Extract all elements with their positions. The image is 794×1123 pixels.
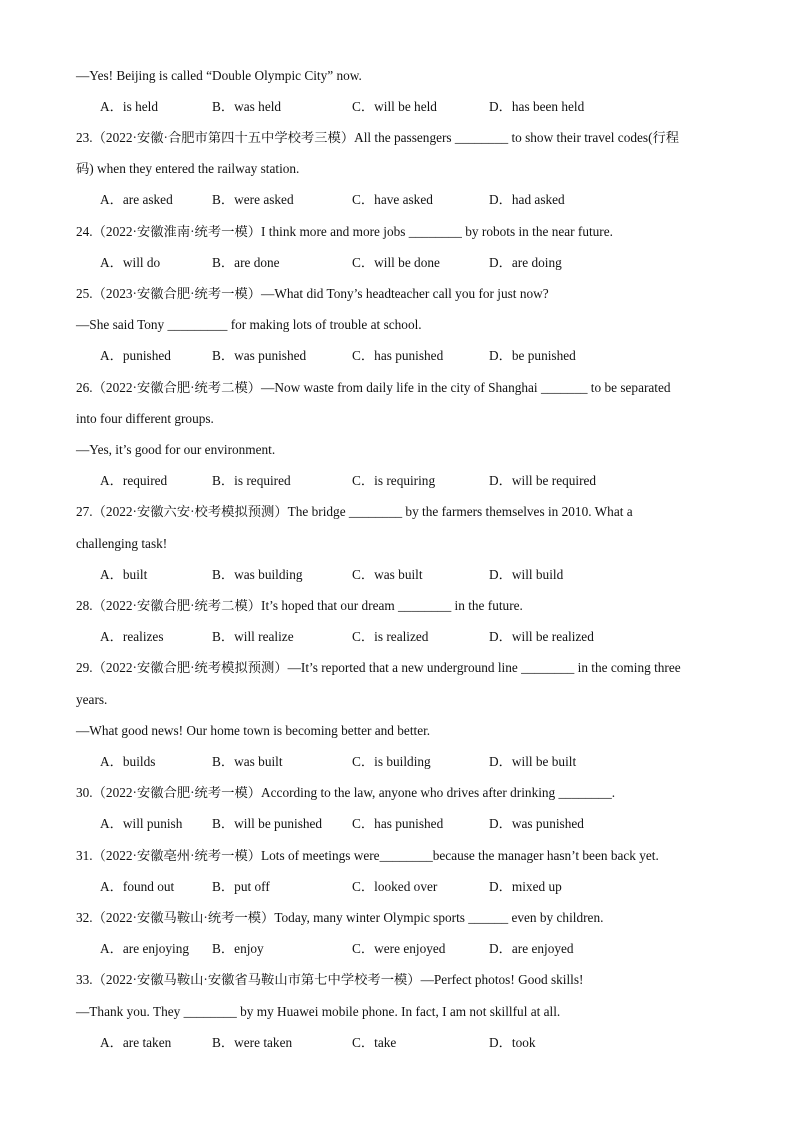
option-b[interactable]: B．enjoy — [212, 941, 264, 956]
option-d[interactable]: D．are enjoyed — [489, 941, 574, 956]
option-d[interactable]: D．has been held — [489, 99, 585, 114]
option-b[interactable]: B．was building — [212, 567, 303, 582]
question-32-line-1: 32.（2022·安徽马鞍山·统考一模）Today, many winter Olympic sports ______ even by children. — [76, 910, 604, 925]
option-d[interactable]: D．are doing — [489, 255, 562, 270]
option-c[interactable]: C．take — [352, 1035, 397, 1050]
option-c[interactable]: C．will be done — [352, 255, 440, 270]
option-b[interactable]: B．was held — [212, 99, 282, 114]
question-27-line-1: 27.（2022·安徽六安·校考模拟预测）The bridge ________ by the farmers themselves in 2010. What a — [76, 504, 633, 519]
option-b[interactable]: B．were asked — [212, 192, 294, 207]
option-c[interactable]: C．were enjoyed — [352, 941, 446, 956]
option-a[interactable]: A．realizes — [100, 629, 164, 644]
option-a[interactable]: A．will punish — [100, 816, 183, 831]
option-c[interactable]: C．is realized — [352, 629, 429, 644]
question-29-line-1: 29.（2022·安徽合肥·统考模拟预测）—It’s reported that a new underground line ________ in the coming three — [76, 660, 681, 675]
option-a[interactable]: A．will do — [100, 255, 161, 270]
intro-text: —Yes! Beijing is called “Double Olympic City” now. — [76, 68, 362, 83]
option-a[interactable]: A．required — [100, 473, 168, 488]
option-c[interactable]: C．was built — [352, 567, 423, 582]
option-c[interactable]: C．is building — [352, 754, 431, 769]
option-b[interactable]: B．will be punished — [212, 816, 323, 831]
option-a[interactable]: A．is held — [100, 99, 158, 114]
question-26-line-2: into four different groups. — [76, 411, 214, 426]
option-d[interactable]: D．will build — [489, 567, 564, 582]
option-c[interactable]: C．has punished — [352, 816, 444, 831]
option-b[interactable]: B．was built — [212, 754, 283, 769]
option-d[interactable]: D．mixed up — [489, 879, 562, 894]
option-d[interactable]: D．be punished — [489, 348, 576, 363]
question-31-line-1: 31.（2022·安徽亳州·统考一模）Lots of meetings were________because the manager hasn’t been back yet. — [76, 848, 659, 863]
option-d[interactable]: D．took — [489, 1035, 536, 1050]
option-c[interactable]: C．is requiring — [352, 473, 436, 488]
question-26-line-1: 26.（2022·安徽合肥·统考二模）—Now waste from daily life in the city of Shanghai _______ to be separated — [76, 380, 671, 395]
option-a[interactable]: A．are enjoying — [100, 941, 189, 956]
option-d[interactable]: D．will be realized — [489, 629, 594, 644]
question-29-line-3: —What good news! Our home town is becoming better and better. — [76, 723, 431, 738]
option-b[interactable]: B．will realize — [212, 629, 294, 644]
question-30-line-1: 30.（2022·安徽合肥·统考一模）According to the law, anyone who drives after drinking ________. — [76, 785, 616, 800]
option-d[interactable]: D．was punished — [489, 816, 584, 831]
question-28-line-1: 28.（2022·安徽合肥·统考二模）It’s hoped that our dream ________ in the future. — [76, 598, 523, 613]
question-26-line-3: —Yes, it’s good for our environment. — [76, 442, 276, 457]
question-33-line-1: 33.（2022·安徽马鞍山·安徽省马鞍山市第七中学校考一模）—Perfect photos! Good skills! — [76, 972, 584, 987]
option-b[interactable]: B．is required — [212, 473, 291, 488]
question-23-line-1: 23.（2022·安徽·合肥市第四十五中学校考三模）All the passengers ________ to show their travel codes(行程 — [76, 130, 680, 145]
option-a[interactable]: A．punished — [100, 348, 171, 363]
question-27-line-2: challenging task! — [76, 536, 168, 551]
option-a[interactable]: A．builds — [100, 754, 156, 769]
option-c[interactable]: C．will be held — [352, 99, 437, 114]
option-a[interactable]: A．built — [100, 567, 148, 582]
option-b[interactable]: B．are done — [212, 255, 280, 270]
question-24-line-1: 24.（2022·安徽淮南·统考一模）I think more and more jobs ________ by robots in the near future. — [76, 224, 613, 239]
question-25-line-1: 25.（2023·安徽合肥·统考一模）—What did Tony’s headteacher call you for just now? — [76, 286, 549, 301]
option-a[interactable]: A．are taken — [100, 1035, 172, 1050]
option-c[interactable]: C．have asked — [352, 192, 433, 207]
question-23-line-2: 码) when they entered the railway station. — [76, 161, 300, 176]
option-b[interactable]: B．were taken — [212, 1035, 293, 1050]
option-d[interactable]: D．will be built — [489, 754, 577, 769]
option-b[interactable]: B．put off — [212, 879, 270, 894]
option-c[interactable]: C．has punished — [352, 348, 444, 363]
question-33-line-2: —Thank you. They ________ by my Huawei mobile phone. In fact, I am not skillful at all. — [76, 1004, 561, 1019]
question-29-line-2: years. — [76, 692, 108, 707]
option-c[interactable]: C．looked over — [352, 879, 438, 894]
option-d[interactable]: D．had asked — [489, 192, 565, 207]
option-a[interactable]: A．found out — [100, 879, 175, 894]
option-b[interactable]: B．was punished — [212, 348, 307, 363]
option-a[interactable]: A．are asked — [100, 192, 173, 207]
option-d[interactable]: D．will be required — [489, 473, 597, 488]
question-25-line-2: —She said Tony _________ for making lots of trouble at school. — [76, 317, 422, 332]
